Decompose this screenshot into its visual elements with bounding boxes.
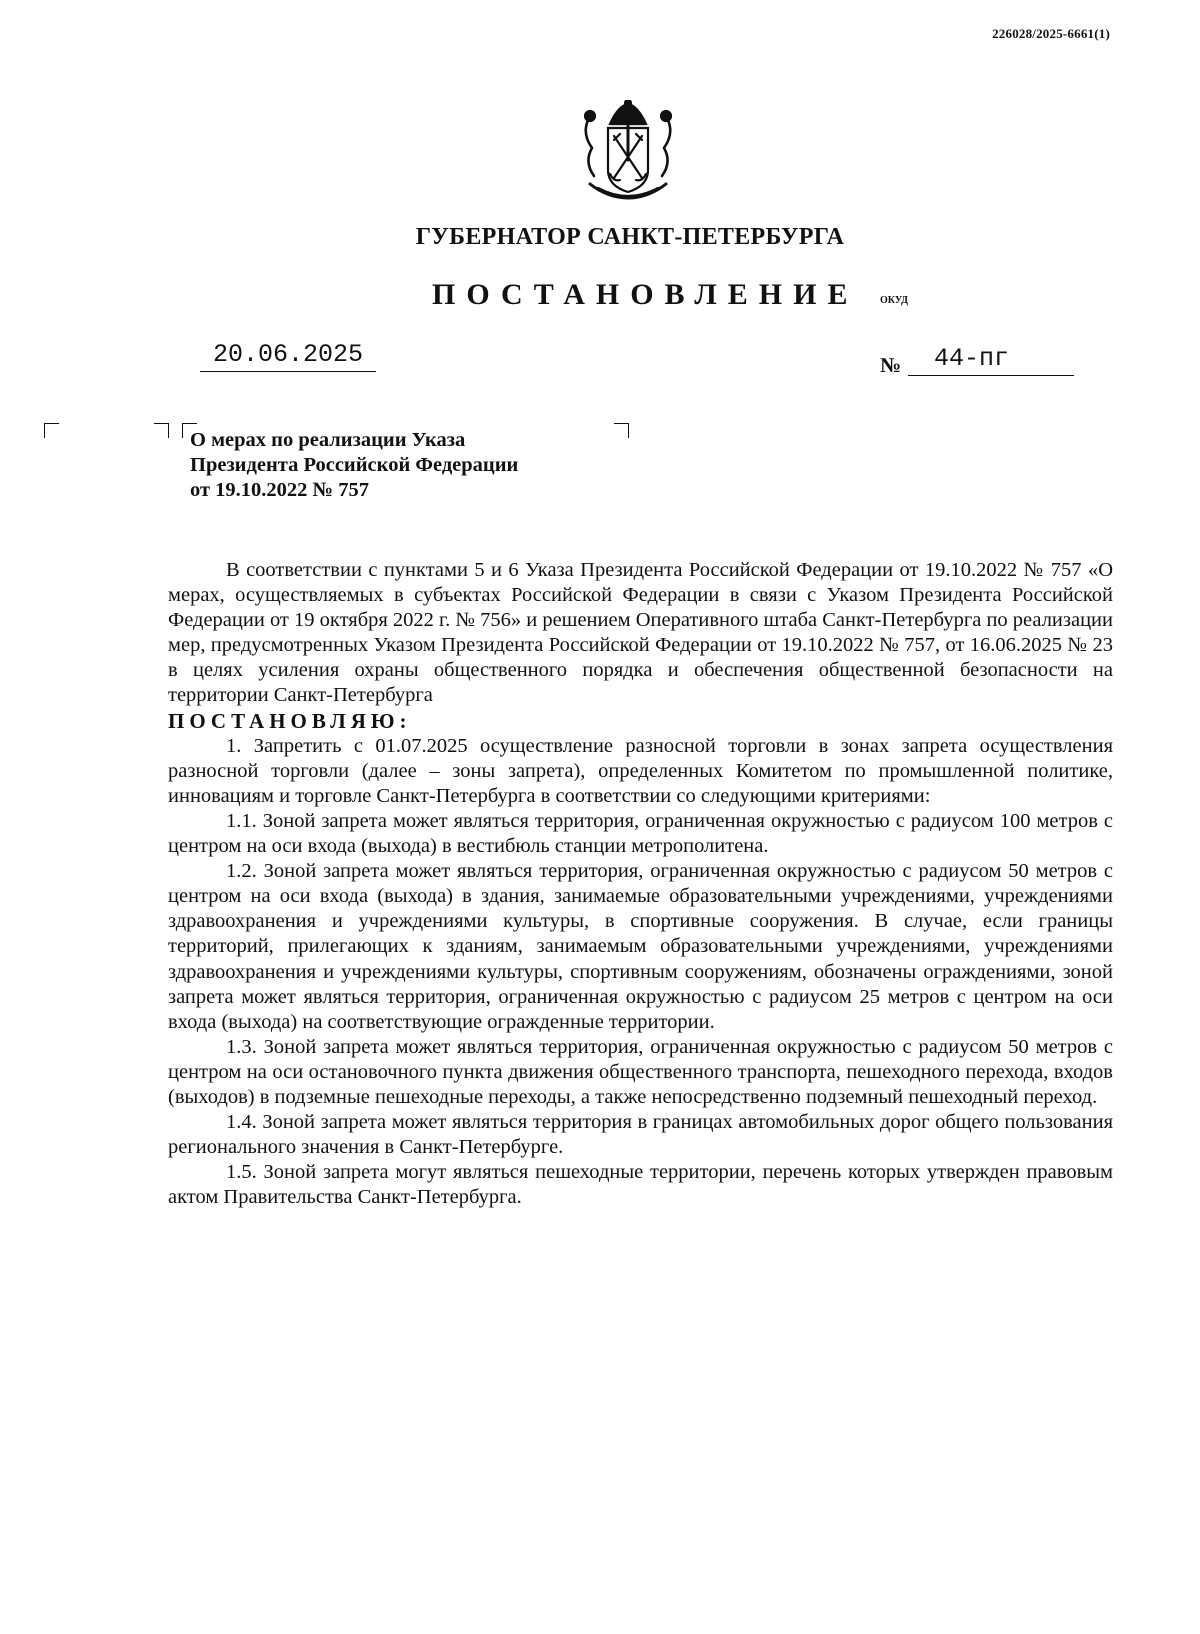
subject-line: О мерах по реализации Указа: [190, 429, 466, 451]
number-sign: №: [880, 353, 902, 377]
issuing-authority: ГУБЕРНАТОР САНКТ-ПЕТЕРБУРГА: [415, 224, 845, 250]
document-subject: [190, 428, 630, 503]
document-date: 20.06.2025: [200, 340, 376, 372]
preamble: В соответствии с пунктами 5 и 6 Указа Президента Российской Федерации от 19.10.2022 № 757 «О мерах, осуществляемых в субъектах Российской Федерации в связи с Указом Президента Российской Федерации от 19 октября 2022 г. № 756» и решением Оперативного штаба Санкт-Петербурга по реализации мер, предусмотренных Указом Президента Российской Федерации от 19.10.2022 № 757, от 16.06.2025 № 23 в целях усиления охраны общественного порядка и обеспечения общественной безопасности на территории Санкт-Петербурга: [168, 559, 1113, 707]
clause-1: 1. Запретить с 01.07.2025 осуществление разносной торговли в зонах запрета осуществления разносной торговли (далее – зоны запрета), определенных Комитетом по промышленной политике, инновациям и торговле Санкт-Петербурга в соответствии со следующими критериями:: [168, 734, 1113, 807]
document-number: 44-пг: [908, 344, 1074, 376]
subject-line: от 19.10.2022 № 757: [190, 479, 370, 501]
clause-1-5: 1.5. Зоной запрета могут являться пешеходные территории, перечень которых утвержден правовым актом Правительства Санкт-Петербурга.: [168, 1161, 1113, 1209]
corner-mark: [154, 423, 169, 438]
clause-1-3: 1.3. Зоной запрета может являться территория, ограниченная окружностью с радиусом 50 метров с центром на оси остановочного пункта движения общественного транспорта, пешеходного перехода, входов (выходов) в подземные пешеходные переходы, а также непосредственно подземный пешеходный переход.: [168, 1035, 1113, 1108]
coat-of-arms-icon: [578, 100, 678, 202]
document-type: ПОСТАНОВЛЕНИЕ: [432, 278, 859, 311]
corner-mark: [44, 423, 59, 438]
subject-line: Президента Российской Федерации: [190, 454, 519, 476]
document-body: [168, 558, 1113, 1210]
clause-1-2: 1.2. Зоной запрета может являться территория, ограниченная окружностью с радиусом 50 метров с центром на оси входа (выхода) в здания, занимаемые образовательными учреждениями, учреждениями здравоохранения и учреждениями культуры, в спортивные сооружения. В случае, если границы территорий, прилегающих к зданиям, занимаемым образовательными учреждениями, учреждениями здравоохранения и учреждениями культуры, спортивным сооружениям, обозначены ограждениями, зоной запрета может являться территория, ограниченная окружностью с радиусом 25 метров с центром на оси входа (выхода) на соответствующие огражденные территории.: [168, 860, 1113, 1033]
clause-1-4: 1.4. Зоной запрета может являться территория в границах автомобильных дорог общего пользования регионального значения в Санкт-Петербурге.: [168, 1111, 1113, 1159]
decree-heading: ПОСТАНОВЛЯЮ:: [168, 708, 412, 733]
registration-number: 226028/2025-6661(1): [992, 26, 1110, 41]
clause-1-1: 1.1. Зоной запрета может являться территория, ограниченная окружностью с радиусом 100 метров с центром на оси входа (выхода) в вестибюль станции метрополитена.: [168, 809, 1113, 858]
okud-label: ОКУД: [880, 295, 909, 306]
